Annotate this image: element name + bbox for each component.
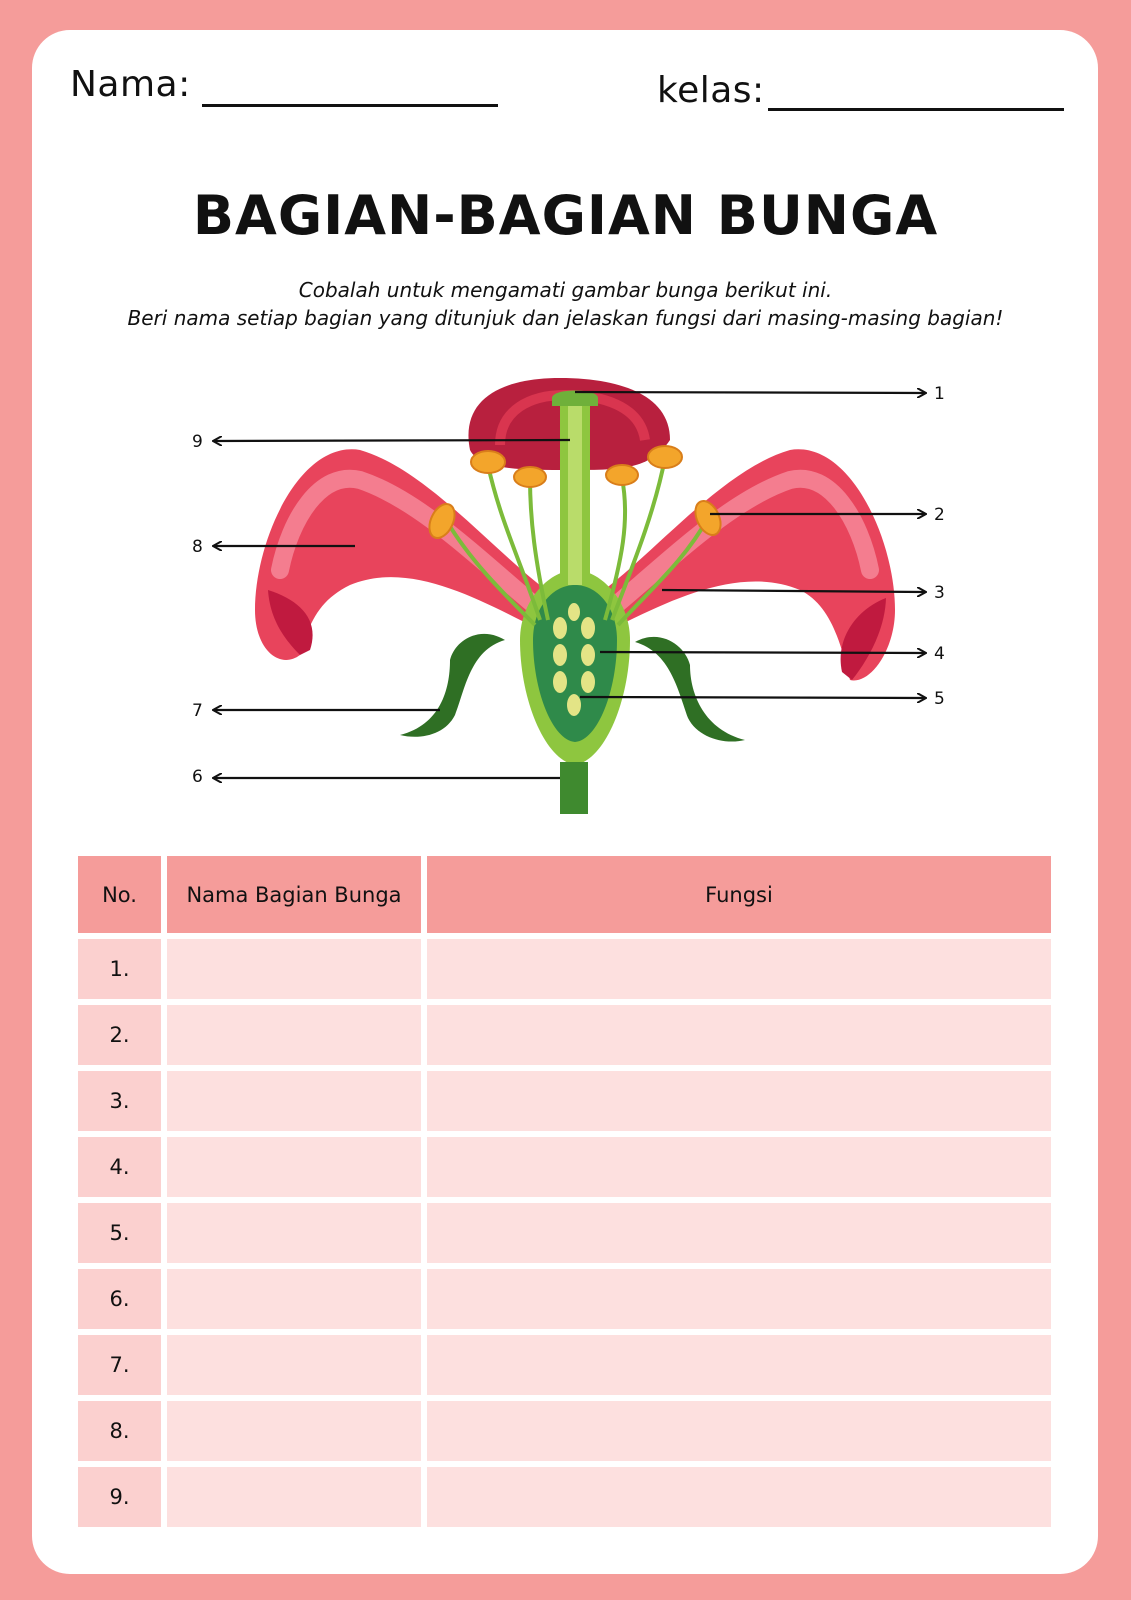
col-header-function: Fungsi [427, 856, 1051, 933]
page-title: BAGIAN-BAGIAN BUNGA [192, 184, 939, 247]
instruction-line-2: Beri nama setiap bagian yang ditunjuk dan jelaskan fungsi dari masing-masing bagian! [127, 306, 1004, 330]
class-label: kelas: [657, 70, 765, 111]
stem [560, 762, 588, 814]
answer-name-cell[interactable] [167, 1137, 421, 1197]
row-number: 6. [78, 1269, 161, 1329]
row-number: 5. [78, 1203, 161, 1263]
instruction-line-1: Cobalah untuk mengamati gambar bunga berikut ini. [298, 278, 833, 302]
row-number: 1. [78, 939, 161, 999]
answer-function-cell[interactable] [427, 1335, 1051, 1395]
callout-9: 9 [192, 432, 203, 452]
callout-5: 5 [934, 689, 945, 709]
answer-name-cell[interactable] [167, 1203, 421, 1263]
answer-name-cell[interactable] [167, 1269, 421, 1329]
answer-name-cell[interactable] [167, 939, 421, 999]
callout-6: 6 [192, 767, 203, 787]
answer-function-cell[interactable] [427, 1401, 1051, 1461]
answer-name-cell[interactable] [167, 1467, 421, 1527]
answer-function-cell[interactable] [427, 1137, 1051, 1197]
callout-2: 2 [934, 505, 945, 525]
answer-name-cell[interactable] [167, 1071, 421, 1131]
answer-function-cell[interactable] [427, 1467, 1051, 1527]
callout-7: 7 [192, 701, 203, 721]
answer-name-cell[interactable] [167, 1401, 421, 1461]
col-header-name: Nama Bagian Bunga [167, 856, 421, 933]
answer-function-cell[interactable] [427, 1269, 1051, 1329]
answer-function-cell[interactable] [427, 1203, 1051, 1263]
row-number: 9. [78, 1467, 161, 1527]
name-label: Nama: [70, 64, 191, 105]
row-number: 7. [78, 1335, 161, 1395]
answer-function-cell[interactable] [427, 939, 1051, 999]
answer-function-cell[interactable] [427, 1071, 1051, 1131]
answer-name-cell[interactable] [167, 1005, 421, 1065]
row-number: 4. [78, 1137, 161, 1197]
row-number: 8. [78, 1401, 161, 1461]
left-sepal [400, 634, 505, 737]
callout-1: 1 [934, 384, 945, 404]
col-header-no: No. [78, 856, 161, 933]
callout-4: 4 [934, 644, 945, 664]
callout-3: 3 [934, 583, 945, 603]
row-number: 2. [78, 1005, 161, 1065]
answer-name-cell[interactable] [167, 1335, 421, 1395]
answer-function-cell[interactable] [427, 1005, 1051, 1065]
callout-8: 8 [192, 537, 203, 557]
row-number: 3. [78, 1071, 161, 1131]
